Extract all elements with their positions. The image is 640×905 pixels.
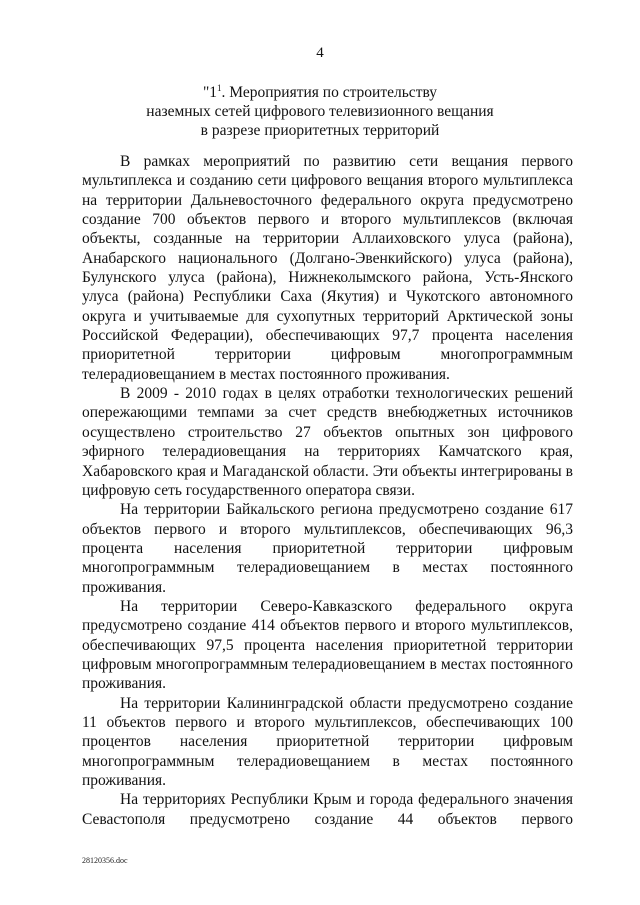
heading-prefix: "1 xyxy=(202,84,218,101)
paragraph: В 2009 - 2010 годах в целях отработки технологических решений опережающими темпами за счет средств внебюджетных источников осуществлено строительство 27 объектов опытных зон цифрового эфирного телерадиовещания на территориях Камчатского края, Хабаровского края и Магаданской области. Эти объекты интегрированы в цифровую сеть государственного оператора связи. xyxy=(82,385,573,499)
section-heading xyxy=(60,79,580,140)
paragraph: На территории Калининградской области предусмотрено создание 11 объектов первого и второго мультиплексов, обеспечивающих 100 процентов населения приоритетной территории цифровым многопрограммным телерадиовещанием в местах постоянного проживания. xyxy=(82,694,573,789)
heading-line-3: в разрезе приоритетных территорий xyxy=(200,122,440,139)
heading-line-1 xyxy=(60,79,580,102)
paragraph: На территории Байкальского региона предусмотрено создание 617 объектов первого и второго мультиплексов, обеспечивающих 96,3 процента населения приоритетной территории цифровым многопрограммным телерадиовещанием в местах постоянного проживания. xyxy=(82,501,573,596)
paragraph: На территории Северо-Кавказского федерального округа предусмотрено создание 414 объектов первого и второго мультиплексов, обеспечивающих 97,5 процента населения приоритетной территории цифровым многопрограммным телерадиовещанием в местах постоянного проживания. xyxy=(82,597,573,693)
document-body xyxy=(82,152,573,829)
paragraph: В рамках мероприятий по развитию сети вещания первого мультиплекса и созданию сети цифрового вещания второго мультиплекса на территории Дальневосточного федерального округа предусмотрено создание 700 объектов первого и второго мультиплексов (включая объекты, созданные на территории Аллаиховского улуса (района), Анабарского национального (Долгано-Эвенкийского) улуса (района), Булунского улуса (района), Нижнеколымского района, Усть-Янского улуса (района) Республики Саха (Якутия) и Чукотского автономного округа и учитываемые для сухопутных территорий Арктической зоны Российской Федерации), обеспечивающих 97,7 процента населения приоритетной территории цифровым многопрограммным телерадиовещанием в местах постоянного проживания. xyxy=(82,153,573,383)
heading-line-2: наземных сетей цифрового телевизионного вещания xyxy=(146,103,494,120)
paragraph: На территориях Республики Крым и города федерального значения Севастополя предусмотрено создание 44 объектов первого xyxy=(82,791,573,828)
heading-superscript: 1 xyxy=(217,83,222,93)
heading-line-1-text: . Мероприятия по строительству xyxy=(221,84,438,101)
page-number: 4 xyxy=(316,45,324,61)
document-file-id: 28120356.doc xyxy=(82,856,128,865)
